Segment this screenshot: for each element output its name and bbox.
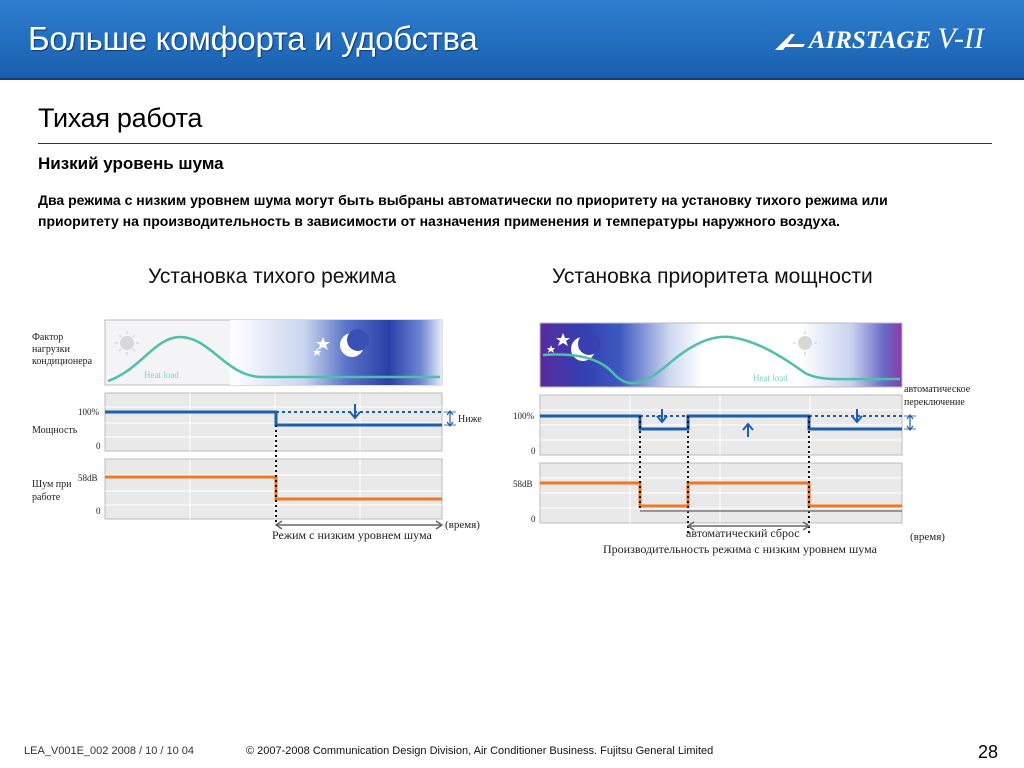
tick-100: 100% [78,407,99,417]
difference-arrow-icon [447,411,453,426]
row1-label-line1: Фактор [32,332,64,343]
footer-copyright: © 2007-2008 Communication Design Division, Air Conditioner Business. Fujitsu General Limited [246,745,714,757]
logo-mark-icon [773,32,807,52]
time-label: (время) [445,519,480,531]
span-label-right: Производительность режима с низким уровнем шума [603,542,877,556]
tick-58db-right: 58dB [513,479,533,489]
auto-switch-label [904,384,973,408]
tick-0-noise-right: 0 [531,514,536,524]
night-band [230,320,442,385]
section-subtitle: Низкий уровень шума [38,154,224,173]
right-diagram [505,315,1000,565]
heat-load-label: Heat load [144,370,179,380]
row2-label: Мощность [32,425,78,436]
header-bar [0,0,1024,80]
airstage-logo [773,22,984,56]
row3-label [32,479,74,503]
right-diagram-caption: Установка приоритета мощности [552,265,873,288]
logo-version: V-II [937,22,984,55]
lower-label: Ниже [458,414,482,425]
page-number: 28 [978,742,999,762]
header-title: Больше комфорта и удобства [28,20,478,57]
tick-0-noise: 0 [96,506,101,516]
row1-label-line2: нагрузки [32,344,70,355]
auto-switch-line2: переключение [904,397,965,408]
heat-load-panel-right [540,323,902,387]
heat-load-label-right: Heat load [753,373,788,383]
tick-0: 0 [96,441,101,451]
tick-0-right: 0 [531,446,536,456]
auto-switch-line1: автоматическое [904,384,971,395]
left-diagram [30,315,482,555]
noise-panel [105,459,442,519]
footer-doc-id: LEA_V001E_002 2008 / 10 / 10 04 [24,745,195,757]
section-description: Два режима с низким уровнем шума могут быть выбраны автоматически по приоритету на установку тихого режима или приоритету на производительность в зависимости от назначения применения и температуры наружного воздуха. [38,192,888,229]
difference-arrow-icon-right [907,415,913,430]
time-label-right: (время) [910,531,945,543]
row3-label-line1: Шум при [32,479,72,490]
power-panel [105,393,442,451]
left-diagram-caption: Установка тихого режима [148,265,397,288]
tick-100-right: 100% [513,411,534,421]
row3-label-line2: работе [32,492,61,503]
section-divider [38,143,992,144]
row1-label-line3: кондиционера [32,356,93,367]
auto-reset-label: автоматический сброс [686,526,800,540]
tick-58db: 58dB [78,473,98,483]
section-title: Тихая работа [38,103,203,133]
row1-label [32,332,93,367]
logo-text: AIRSTAGE [808,27,932,54]
span-label: Режим с низким уровнем шума [272,528,432,542]
